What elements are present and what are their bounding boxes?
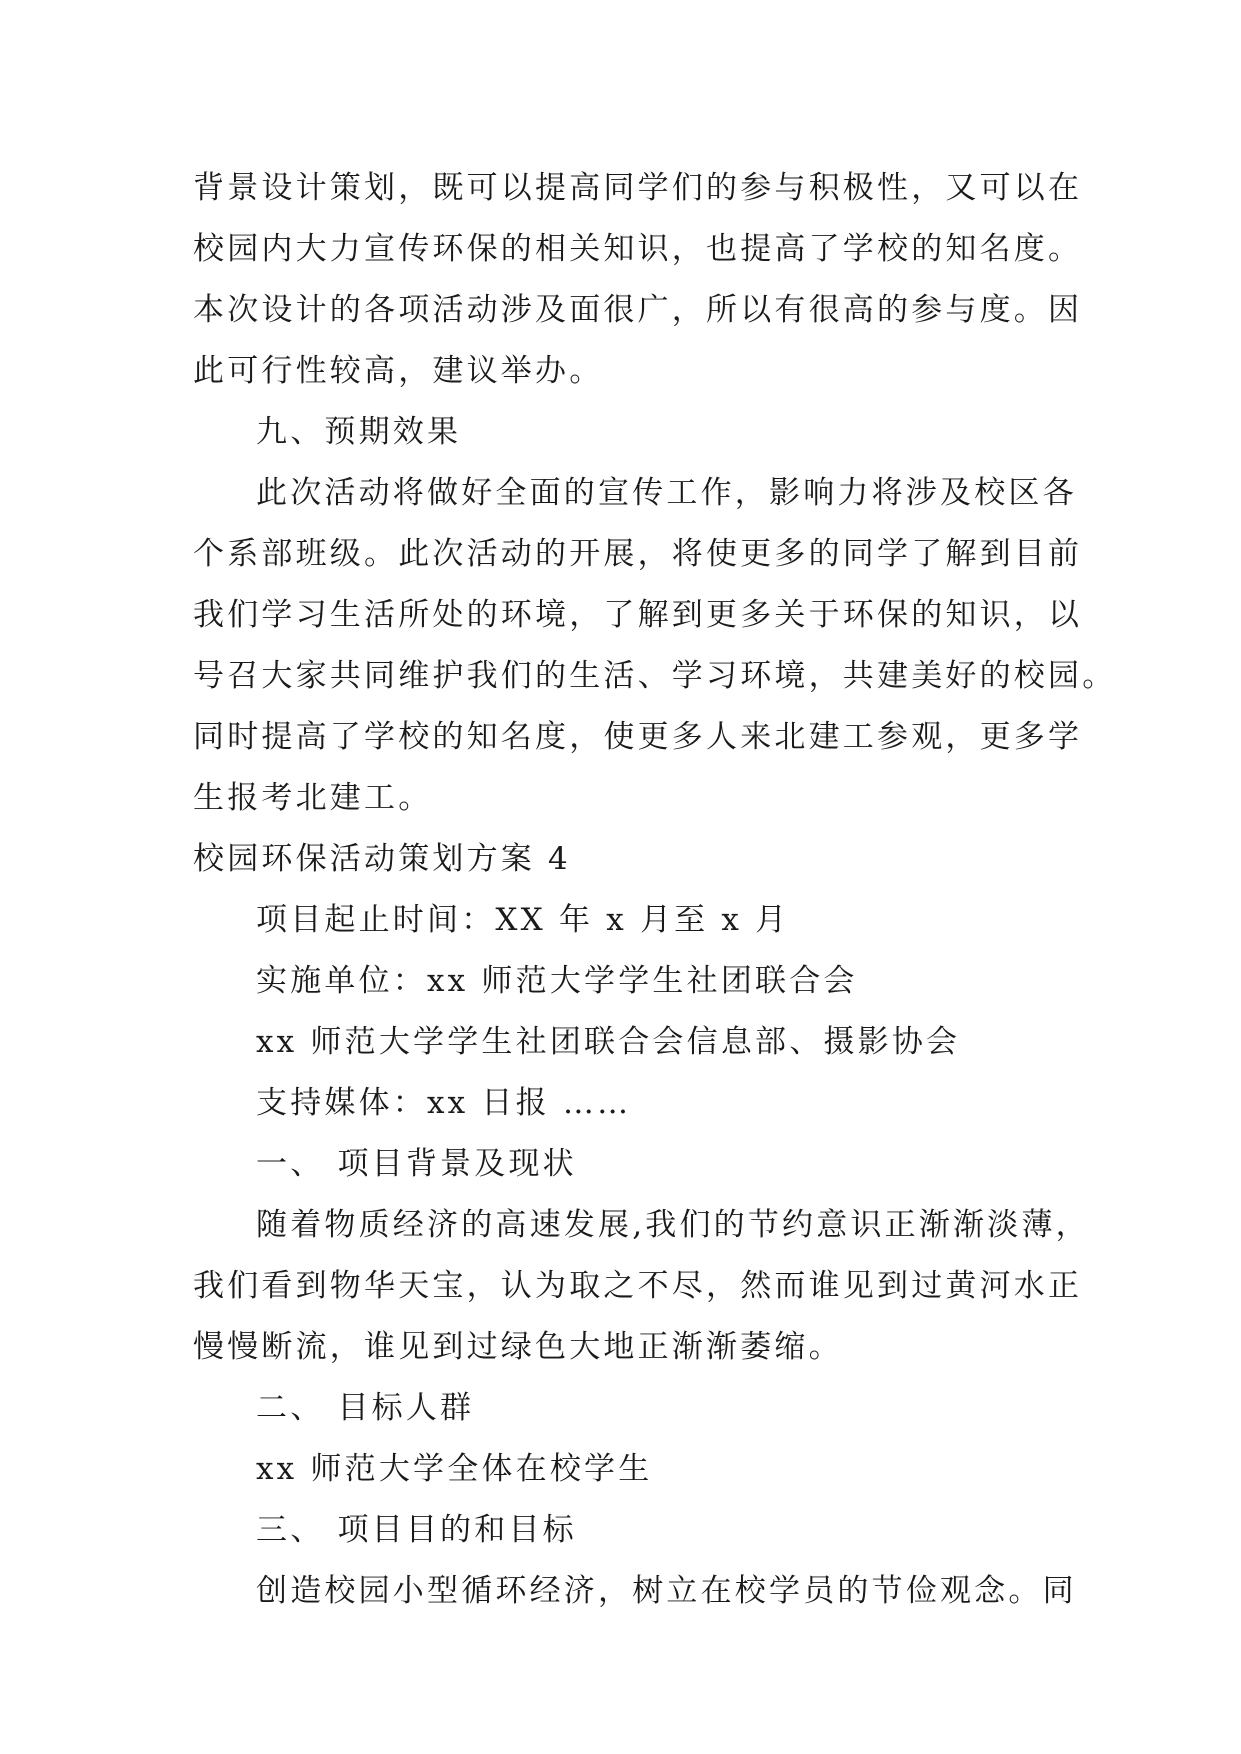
co-organizer-line: xx 师范大学学生社团联合会信息部、摄影协会 (256, 1024, 961, 1060)
paragraph-line: 校园内大力宣传环保的相关知识，也提高了学校的知名度。 (193, 231, 1083, 267)
paragraph-line: 我们学习生活所处的环境，了解到更多关于环保的知识，以 (193, 597, 1083, 633)
paragraph-line: 随着物质经济的高速发展,我们的节约意识正渐渐淡薄， (256, 1207, 1090, 1243)
paragraph-line: 同时提高了学校的知名度，使更多人来北建工参观，更多学 (193, 719, 1083, 755)
paragraph-line: 我们看到物华天宝，认为取之不尽，然而谁见到过黄河水正 (193, 1268, 1083, 1304)
section-heading-goals: 三、 项目目的和目标 (256, 1512, 577, 1548)
paragraph-line: 本次设计的各项活动涉及面很广，所以有很高的参与度。因 (193, 292, 1083, 328)
paragraph-line: 创造校园小型循环经济，树立在校学员的节俭观念。同 (256, 1573, 1077, 1609)
paragraph-line: 号召大家共同维护我们的生活、学习环境，共建美好的校园。 (193, 658, 1117, 694)
implementing-unit-line: 实施单位：xx 师范大学学生社团联合会 (256, 963, 858, 999)
document-section-title: 校园环保活动策划方案 4 (193, 841, 571, 877)
section-heading-expected-effects: 九、预期效果 (256, 414, 462, 450)
project-period-line: 项目起止时间：XX 年 x 月至 x 月 (256, 902, 790, 938)
paragraph-line: 个系部班级。此次活动的开展，将使更多的同学了解到目前 (193, 536, 1083, 572)
paragraph-line: xx 师范大学全体在校学生 (256, 1451, 653, 1487)
paragraph-line: 背景设计策划，既可以提高同学们的参与积极性，又可以在 (193, 170, 1083, 206)
supporting-media-line: 支持媒体：xx 日报 …… (256, 1085, 632, 1121)
section-heading-target-audience: 二、 目标人群 (256, 1390, 475, 1426)
paragraph-line: 慢慢断流，谁见到过绿色大地正渐渐萎缩。 (193, 1329, 843, 1365)
document-body (193, 158, 1117, 1622)
paragraph-line: 此可行性较高，建议举办。 (193, 353, 604, 389)
section-heading-background: 一、 项目背景及现状 (256, 1146, 577, 1182)
paragraph-line: 生报考北建工。 (193, 780, 433, 816)
paragraph-line: 此次活动将做好全面的宣传工作，影响力将涉及校区各 (256, 475, 1077, 511)
